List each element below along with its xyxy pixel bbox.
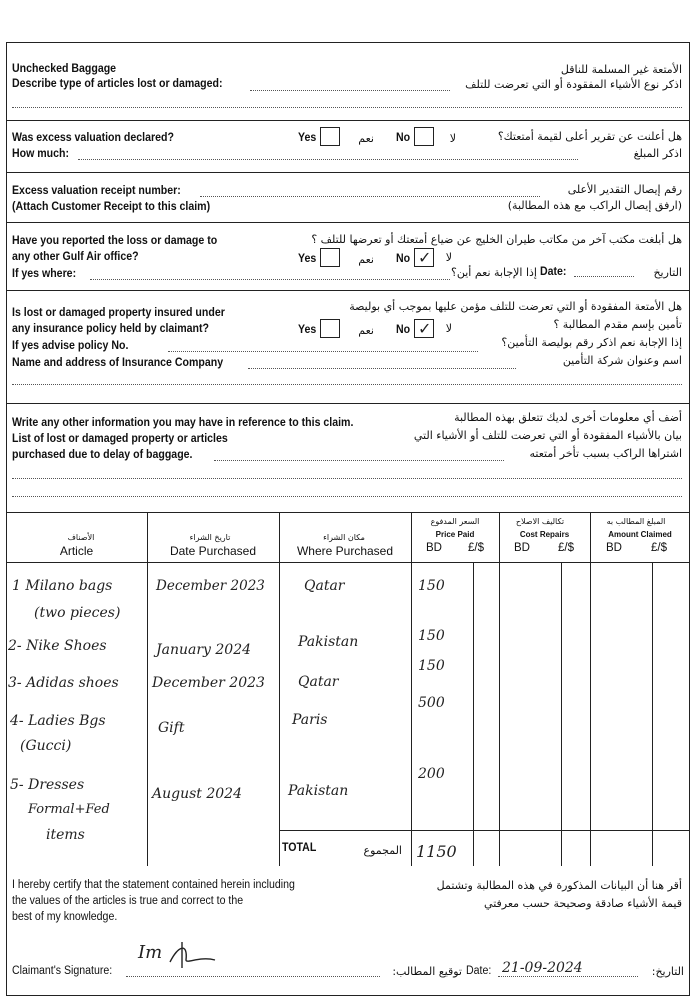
policy-no-ar: إذا الإجابة نعم اذكر رقم بوليصة التأمين؟	[501, 336, 682, 349]
other-office-label: any other Gulf Air office?	[12, 251, 139, 263]
attach-receipt-ar: (ارفق إيصال الراكب مع هذه المطالبة)	[507, 199, 682, 212]
date-ar: التاريخ	[653, 266, 682, 279]
other-info-field[interactable]	[214, 460, 504, 461]
repairs-gbp-header: £/$	[558, 542, 574, 554]
yes-label: Yes	[298, 253, 317, 265]
top-mark	[0, 0, 696, 6]
signature-date-ar: التاريخ:	[651, 965, 684, 978]
amount-claimed-header-ar: المبلغ المطالب به	[606, 517, 666, 526]
total-value: 1150	[416, 842, 457, 861]
price-paid-header: Price Paid	[435, 530, 475, 539]
no-ar-label: لا	[449, 132, 456, 145]
how-much-label: How much:	[12, 148, 70, 160]
certify-line-3: best of my knowledge.	[12, 911, 118, 923]
table-row-5-article-3: items	[46, 827, 85, 843]
table-row-4-price: 500	[418, 695, 445, 711]
other-info-label: Write any other information you may have in reference to this claim.	[12, 417, 354, 429]
yes-ar-label: نعم	[358, 132, 374, 145]
total-label: TOTAL	[282, 842, 317, 854]
describe-articles-field[interactable]	[250, 90, 450, 91]
certify-line-1: I hereby certify that the statement contained herein including	[12, 879, 295, 891]
reported-yes-checkbox[interactable]	[320, 248, 340, 267]
signature-date: 21-09-2024	[502, 960, 583, 976]
excess-no-checkbox[interactable]	[414, 127, 434, 146]
claimed-gbp-header: £/$	[651, 542, 667, 554]
insured-label: Is lost or damaged property insured under	[12, 307, 225, 319]
describe-articles-label: Describe type of articles lost or damaged:	[12, 78, 223, 90]
yes-ar-label: نعم	[358, 324, 374, 337]
claimed-bd-header: BD	[606, 542, 622, 554]
signature-field[interactable]	[126, 976, 380, 977]
claimant-signature-label: Claimant's Signature:	[12, 965, 113, 977]
other-info-ar: أضف أي معلومات أخرى لديك تتعلق بهذه المطالبة	[454, 411, 682, 424]
no-ar-label: لا	[445, 322, 452, 335]
table-row-4-article: 4- Ladies Bgs	[10, 713, 106, 729]
how-much-ar: اذكر المبلغ	[633, 147, 682, 160]
table-row-3-where: Qatar	[298, 674, 339, 690]
cost-repairs-header: Cost Repairs	[519, 530, 570, 539]
table-row-4-where: Paris	[292, 712, 328, 728]
certify-line-2: the values of the articles is true and correct to the	[12, 895, 244, 907]
insurance-policy-label: any insurance policy held by claimant?	[12, 323, 209, 335]
unchecked-baggage-label: Unchecked Baggage	[12, 63, 117, 75]
where-purchased-header: Where Purchased	[296, 544, 394, 558]
table-row-1-price: 150	[418, 578, 445, 594]
claimant-signature: Im	[138, 942, 163, 963]
table-row-2-where: Pakistan	[298, 634, 359, 650]
other-info-field-3[interactable]	[12, 496, 682, 497]
table-row-5-where: Pakistan	[288, 783, 349, 799]
excess-yes-checkbox[interactable]	[320, 127, 340, 146]
table-row-1-where: Qatar	[304, 578, 345, 594]
table-row-2-date: January 2024	[156, 642, 252, 658]
article-header-ar: الأصناف	[67, 533, 95, 542]
how-much-field[interactable]	[78, 159, 578, 160]
repairs-bd-header: BD	[514, 542, 530, 554]
unchecked-baggage-ar: الأمتعة غير المسلمة للناقل	[560, 63, 682, 76]
receipt-number-field[interactable]	[200, 196, 540, 197]
table-row-1-article-2: (two pieces)	[34, 605, 121, 621]
price-paid-header-ar: السعر المدفوع	[430, 517, 480, 526]
yes-ar-label: نعم	[358, 253, 374, 266]
table-row-5-price: 200	[418, 766, 445, 782]
cost-repairs-header-ar: تكاليف الاصلاح	[515, 517, 565, 526]
price-bd-header: BD	[426, 542, 442, 554]
receipt-number-label: Excess valuation receipt number:	[12, 185, 181, 197]
table-row-5-article: 5- Dresses	[10, 777, 85, 793]
describe-articles-field-2[interactable]	[12, 107, 682, 108]
signature-scribble	[130, 938, 220, 972]
table-row-5-date: August 2024	[152, 786, 242, 802]
purchased-delay-label: purchased due to delay of baggage.	[12, 449, 193, 461]
list-property-ar: بيان بالأشياء المفقودة أو التي تعرضت للتلف أو الأشياء التي	[413, 429, 682, 442]
purchased-delay-ar: اشتراها الراكب بسبب تأخر أمتعته	[529, 447, 682, 460]
divider	[6, 222, 690, 223]
amount-claimed-header: Amount Claimed	[608, 530, 672, 539]
excess-valuation-ar: هل أعلنت عن تقرير أعلى لقيمة أمتعتك؟	[497, 130, 682, 143]
divider	[6, 290, 690, 291]
insurance-company-ar: اسم وعنوان شركة التأمين	[562, 354, 682, 367]
date-purchased-header: Date Purchased	[169, 544, 257, 558]
table-row-3-price: 150	[418, 658, 445, 674]
list-property-label: List of lost or damaged property or articles	[12, 433, 228, 445]
insured-no-check-icon: ✓	[418, 319, 432, 338]
insured-yes-checkbox[interactable]	[320, 319, 340, 338]
policy-no-label: If yes advise policy No.	[12, 340, 129, 352]
insurance-company-field-2[interactable]	[12, 384, 682, 385]
no-label: No	[396, 253, 411, 265]
date-label: Date:	[540, 266, 567, 278]
table-row-5-article-2: Formal+Fed	[28, 802, 110, 817]
article-header: Article	[59, 544, 94, 558]
reported-no-check-icon: ✓	[418, 248, 432, 267]
describe-articles-ar: اذكر نوع الأشياء المفقودة أو التي تعرضت للتلف	[465, 78, 682, 91]
receipt-number-ar: رقم إيصال التقدير الأعلى	[567, 183, 682, 196]
no-label: No	[396, 324, 411, 336]
if-yes-where-label: If yes where:	[12, 268, 77, 280]
table-row-3-date: December 2023	[152, 675, 265, 691]
insurance-company-field[interactable]	[248, 368, 516, 369]
yes-label: Yes	[298, 324, 317, 336]
other-info-field-2[interactable]	[12, 478, 682, 479]
table-row-1-date: December 2023	[156, 578, 265, 594]
table-row-2-article: 2- Nike Shoes	[8, 638, 107, 654]
divider	[6, 172, 690, 173]
total-label-ar: المجموع	[363, 844, 402, 857]
where-purchased-header-ar: مكان الشراء	[323, 533, 365, 542]
certify-ar-1: أقر هنا أن البيانات المذكورة في هذه المطالبة وتشتمل	[436, 879, 682, 892]
certify-ar-2: قيمة الأشياء صادقة وصحيحة حسب معرفتي	[484, 897, 682, 910]
date-purchased-header-ar: تاريخ الشراء	[189, 533, 231, 542]
where-field[interactable]	[90, 279, 450, 280]
no-ar-label: لا	[445, 251, 452, 264]
excess-valuation-label: Was excess valuation declared?	[12, 132, 174, 144]
table-row-4-article-2: (Gucci)	[20, 738, 72, 754]
signature-ar-label: توقيع المطالب:	[392, 965, 462, 978]
claimant-policy-ar: تأمين بإسم مقدم المطالبة ؟	[553, 318, 682, 331]
report-date-field[interactable]	[574, 276, 634, 277]
table-row-4-date: Gift	[158, 720, 185, 736]
table-row-3-article: 3- Adidas shoes	[8, 675, 119, 691]
insurance-company-label: Name and address of Insurance Company	[12, 357, 224, 369]
insured-ar: هل الأمتعة المفقودة أو التي تعرضت للتلف مؤمن عليها بموجب أي بوليصة	[349, 300, 682, 313]
signature-date-field[interactable]	[498, 976, 638, 977]
date-label: Date:	[466, 965, 492, 977]
table-row-1-article: 1 Milano bags	[12, 578, 113, 594]
table-row-2-price: 150	[418, 628, 445, 644]
attach-receipt-label: (Attach Customer Receipt to this claim)	[12, 201, 211, 213]
if-yes-where-ar: إذا الإجابة نعم أين؟	[451, 266, 537, 279]
policy-no-field[interactable]	[168, 351, 478, 352]
price-gbp-header: £/$	[468, 542, 484, 554]
yes-label: Yes	[298, 132, 317, 144]
divider	[6, 120, 690, 121]
reported-loss-ar: هل أبلغت مكتب آخر من مكاتب طيران الخليج عن ضياع أمتعتك أو تعرضها للتلف ؟	[311, 233, 682, 246]
reported-loss-label: Have you reported the loss or damage to	[12, 235, 218, 247]
no-label: No	[396, 132, 411, 144]
divider	[6, 403, 690, 404]
